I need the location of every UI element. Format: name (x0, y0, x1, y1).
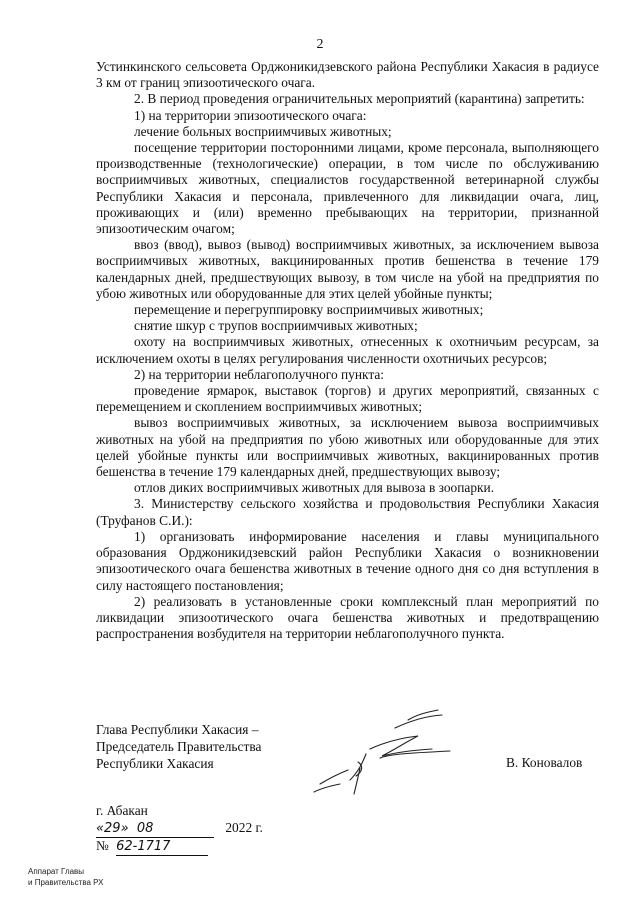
date-month: 08 (136, 821, 154, 836)
paragraph-item: 2) реализовать в установленные сроки комплексный план мероприятий по ликвидации эпизоотического очага бешенства животных и предотвращению распространения возбудителя на территории неблагополучного пункта. (96, 593, 599, 642)
signatory-title-line: Председатель Правительства (96, 739, 262, 754)
paragraph-clause-2: 2. В период проведения ограничительных мероприятий (карантина) запретить: (134, 91, 585, 107)
paragraph-item: перемещение и перегруппировку восприимчивых животных; (134, 302, 484, 318)
paragraph-item: 1) организовать информирование населения и главы муниципального образования Орджоникидзевский район Республики Хакасия о возникновении эпизоотического очага бешенства животных в течение одного дня со дня вступления в силу настоящего постановления; (96, 528, 599, 593)
page-number: 2 (316, 37, 324, 52)
handwritten-signature (300, 706, 460, 801)
date-year: 2022 г. (225, 820, 263, 835)
paragraph-item: проведение ярмарок, выставок (торгов) и других мероприятий, связанных с перемещением и скоплением восприимчивых животных; (96, 383, 599, 415)
office-stamp (28, 866, 103, 888)
paragraph-item: отлов диких восприимчивых животных для вывоза в зоопарки. (134, 480, 495, 496)
paragraph-subclause-1: 1) на территории эпизоотического очага: (134, 107, 367, 123)
signatory-title-line: Глава Республики Хакасия – (96, 722, 259, 737)
paragraph-item: посещение территории посторонними лицами, кроме персонала, выполняющего производственные (технологические) операции, в том числе по обслуживанию восприимчивых животных, специалистов государственной ветеринарной службы Республики Хакасия и персонала, привлеченного для ликвидации очага, лиц, проживающих и (или) временно пребывающих на территории, признанной эпизоотическим очагом; (96, 140, 599, 237)
signatory-name: В. Коновалов (506, 755, 583, 770)
place-of-signing: г. Абакан (96, 803, 148, 818)
number-value: 62-1717 (116, 838, 208, 856)
date-day: 29 (104, 821, 121, 836)
paragraph-clause-3: 3. Министерству сельского хозяйства и продовольствия Республики Хакасия (Труфанов С.И.): (96, 496, 599, 528)
paragraph-item: лечение больных восприимчивых животных; (134, 123, 392, 139)
signatory-title (96, 721, 261, 772)
paragraph-item: снятие шкур с трупов восприимчивых животных; (134, 318, 418, 334)
document-number (96, 837, 208, 856)
signatory-title-line: Республики Хакасия (96, 756, 214, 771)
document-body (96, 59, 599, 642)
paragraph-subclause-2: 2) на территории неблагополучного пункта: (134, 366, 385, 382)
paragraph-continuation: Устинкинского сельсовета Орджоникидзевского района Республики Хакасия в радиусе 3 км от границ эпизоотического очага. (96, 59, 599, 91)
document-date (96, 819, 263, 838)
paragraph-item: ввоз (ввод), вывоз (вывод) восприимчивых животных, за исключением вывоза восприимчивых животных, вакцинированных против бешенства в течение 179 календарных дней, предшествующих вывозу, в том числе на убой на предприятия по убою животных или оборудованные для этих целей убойные пункты; (96, 237, 599, 301)
date-handwritten-field: «29» 08 (96, 820, 214, 838)
stamp-line: и Правительства РХ (28, 878, 104, 887)
paragraph-item: вывоз восприимчивых животных, за исключением вывоза восприимчивых животных на убой на предприятия по убою животных или оборудованные для этих целей убойные пункты или восприимчивых животных, вакцинированных против бешенства в течение 179 календарных дней, предшествующих вывозу; (96, 415, 599, 480)
number-prefix: № (96, 838, 109, 853)
paragraph-item: охоту на восприимчивых животных, отнесенных к охотничьим ресурсам, за исключением охоты в целях регулирования численности охотничьих ресурсов; (96, 334, 599, 366)
stamp-line: Аппарат Главы (28, 867, 85, 876)
